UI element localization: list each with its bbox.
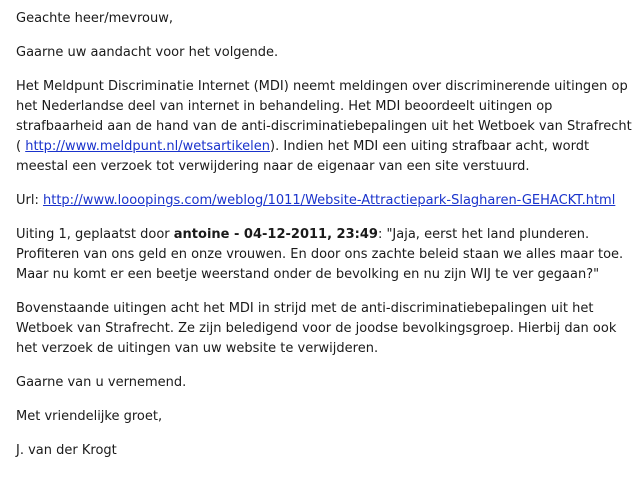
intro-line: Gaarne uw aandacht voor het volgende.: [16, 45, 279, 60]
url-label: Url:: [16, 193, 43, 208]
reported-page-link[interactable]: http://www.looopings.com/weblog/1011/Website-Attractiepark-Slagharen-GEHACKT.html: [42, 193, 616, 208]
conclusion-paragraph: Bovenstaande uitingen acht het MDI in strijd met de anti-discriminatiebepalingen uit het Wetboek van Strafrecht. Ze zijn beledigend voor de joodse bevolkingsgroep. Hierbij dan ook het verzoek de uitingen van uw website te verwijderen.: [16, 301, 617, 356]
salutation: Geachte heer/mevrouw,: [16, 11, 173, 26]
mdi-text-after-link: ). Indien het MDI een uiting strafbaar acht, wordt meestal een verzoek tot verwijdering naar de eigenaar van een site verstuurd.: [16, 139, 590, 174]
mdi-explanation: [16, 77, 632, 177]
uiting-quote: : "Jaja, eerst het land plunderen. Profiteren van ons geld en onze vrouwen. En door ons zachte beleid staan we alles maar toe. Maar nu komt er een beetje weerstand onder de bevolking en nu zijn WIJ te ver gegaan?": [16, 227, 624, 282]
uiting-prefix: Uiting 1, geplaatst door: [16, 227, 174, 242]
uiting-author-date: antoine - 04-12-2011, 23:49: [173, 227, 378, 242]
signature: J. van der Krogt: [16, 443, 117, 458]
closing-line-2: Met vriendelijke groet,: [16, 409, 163, 424]
uiting-paragraph: [16, 225, 632, 285]
closing-line-1: Gaarne van u vernemend.: [16, 375, 187, 390]
url-line: [16, 191, 632, 211]
letter-body: [16, 9, 632, 475]
mdi-text-before-link: Het Meldpunt Discriminatie Internet (MDI) neemt meldingen over discriminerende uitingen op het Nederlandse deel van internet in behandeling. Het MDI beoordeelt uitingen op strafbaarheid aan de hand van de anti-discriminatiebepalingen uit het Wetboek van Strafrecht (: [16, 79, 632, 154]
wetsartikelen-link[interactable]: http://www.meldpunt.nl/wetsartikelen: [25, 139, 271, 154]
